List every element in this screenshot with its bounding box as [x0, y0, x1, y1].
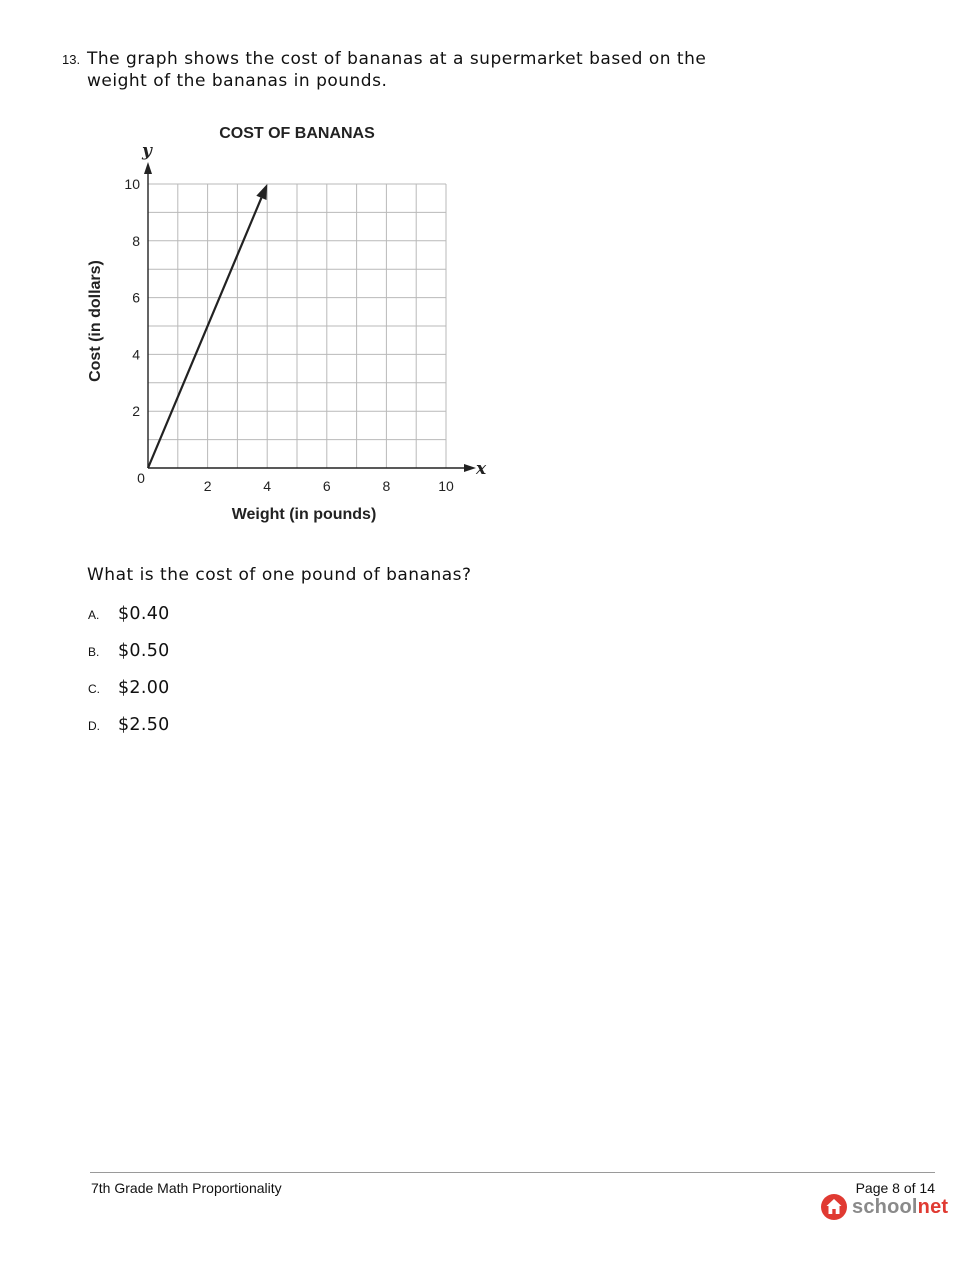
question-line-1: The graph shows the cost of bananas at a supermarket based on the	[87, 49, 707, 69]
question-number: 13.	[62, 52, 81, 67]
chart-x-axis-title: Weight (in pounds)	[231, 506, 377, 523]
y-tick-label: 6	[132, 289, 140, 306]
choice-letter: C.	[88, 682, 100, 696]
schoolnet-wordmark: schoolnet	[852, 1195, 949, 1218]
x-axis-arrowhead	[464, 464, 476, 472]
question-line-2: weight of the bananas in pounds.	[87, 70, 388, 91]
x-tick-label: 2	[203, 478, 212, 494]
y-tick-label: 10	[124, 176, 140, 192]
x-tick-label: 6	[322, 478, 331, 494]
chart-title: COST OF BANANAS	[219, 125, 375, 142]
y-tick-label: 4	[132, 346, 140, 363]
x-tick-label: 10	[438, 478, 454, 494]
choice-letter: B.	[88, 645, 100, 659]
chart-y-axis-variable: y	[142, 141, 152, 161]
y-tick-label: 8	[132, 232, 140, 249]
chart-grid	[148, 184, 446, 468]
answer-choice-c[interactable]	[88, 678, 170, 702]
y-axis-arrowhead	[144, 162, 152, 174]
answer-choice-a[interactable]	[88, 604, 170, 628]
chart-origin-label: 0	[137, 470, 145, 486]
choice-letter: A.	[88, 608, 100, 622]
answer-choice-d[interactable]	[88, 715, 170, 739]
footer-page-number: Page 8 of 14	[855, 1180, 935, 1196]
choice-letter: D.	[88, 719, 100, 733]
x-tick-label: 8	[382, 478, 391, 494]
chart-ticks	[124, 176, 454, 494]
choice-value: $0.40	[118, 604, 170, 624]
footer-document-title: 7th Grade Math Proportionality	[91, 1180, 282, 1196]
question-text	[87, 49, 767, 92]
y-tick-label: 2	[132, 403, 140, 420]
choice-value: $2.00	[118, 678, 170, 698]
answer-choice-b[interactable]	[88, 641, 170, 665]
chart-y-axis-title: Cost (in dollars)	[87, 260, 104, 382]
chart-axes	[144, 162, 476, 472]
choice-value: $0.50	[118, 641, 170, 661]
cost-of-bananas-chart	[70, 112, 500, 532]
series-line-cost	[148, 198, 261, 468]
series-line-arrowhead	[256, 184, 267, 200]
schoolnet-logo	[820, 1193, 948, 1221]
chart-x-axis-variable: x	[476, 459, 487, 479]
question-prompt: What is the cost of one pound of bananas?	[87, 565, 472, 585]
x-tick-label: 4	[263, 478, 272, 494]
choice-value: $2.50	[118, 715, 170, 735]
schoolnet-house-icon	[820, 1193, 848, 1221]
footer-divider	[90, 1172, 935, 1173]
